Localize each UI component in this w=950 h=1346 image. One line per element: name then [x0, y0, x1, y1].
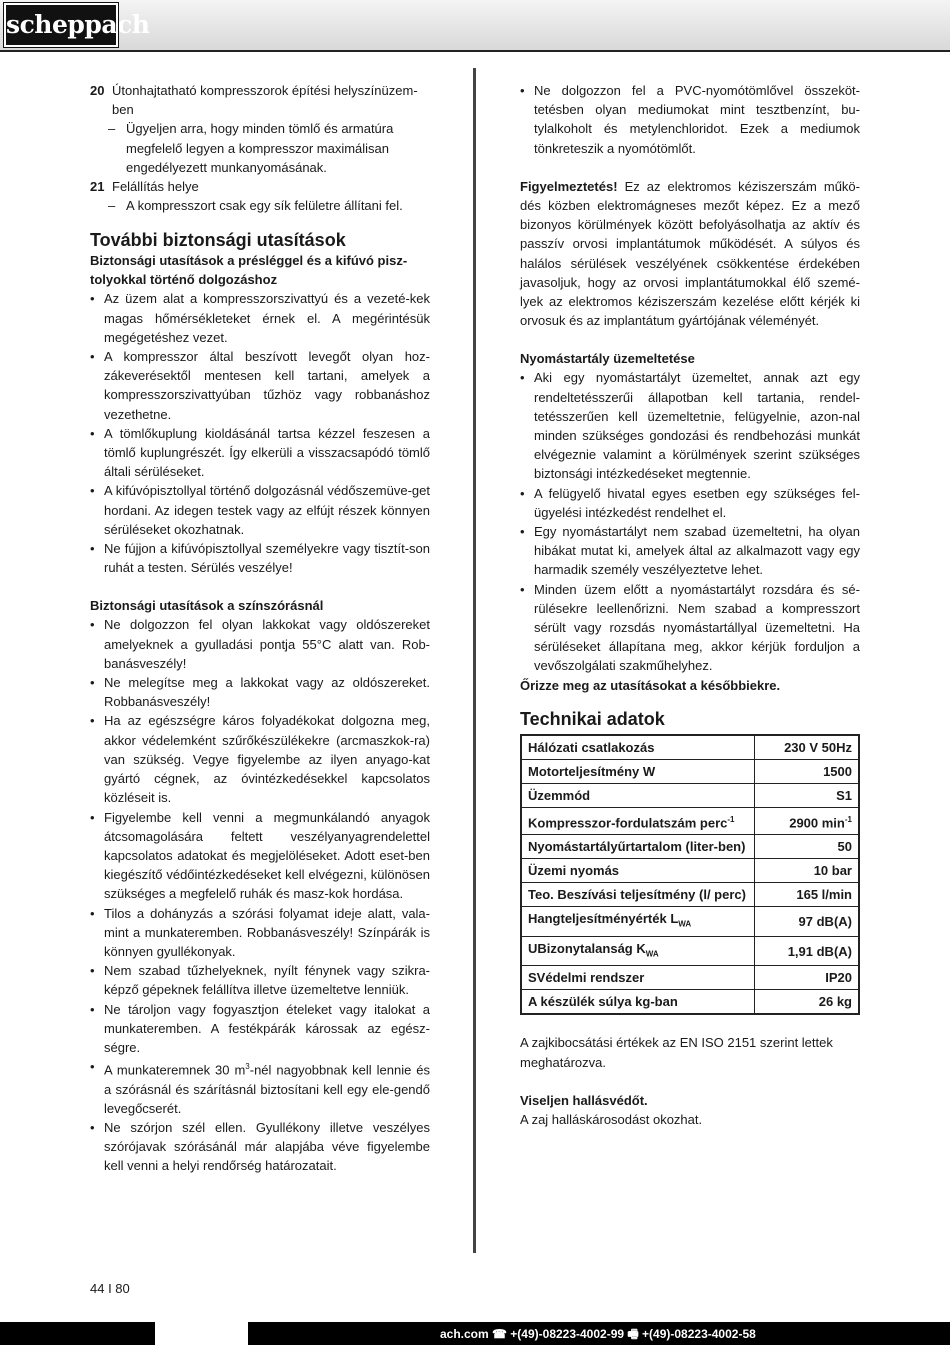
footer-white-block — [155, 1322, 248, 1345]
list-item: • Az üzem alat a kompresszorszivattyú és a vezeté-kek magas hőmérsékleteket érnek el. A megérintésük megégetéshez vezet. — [90, 289, 430, 347]
label-text: UBizonytalanság K — [528, 940, 646, 956]
hearing-text: A zaj halláskárosodást okozhat. — [520, 1112, 703, 1128]
list-item: • Minden üzem előtt a nyomástartályt rozsdára és sé-rülésekre leellenőrizni. Nem szabad a kompresszort sérült vagy rozsdás nyomástartállyal üzemeltetni. Ha sérüléseket állapítana meg, akkor kérjük forduljon a vevőszolgálati szakműhelyhez. — [520, 580, 860, 676]
bullet-list — [90, 289, 430, 577]
label-text: Kompresszor-fordulatszám perc — [528, 815, 728, 831]
table-cell-value: 50 — [755, 835, 860, 859]
value-text: 2900 min — [789, 815, 845, 831]
list-item: • Egy nyomástartályt nem szabad üzemeltetni, ha olyan hibákat mutat ki, amelyek által az alkalmazott vagy egy harmadik személy veszélyeztetve lehet. — [520, 522, 860, 580]
table-row — [521, 990, 859, 1015]
list-item — [90, 1057, 430, 1118]
table-row — [521, 735, 859, 760]
item-number: 21 — [90, 179, 105, 195]
dash-item: – Ügyeljen arra, hogy minden tömlő és armatúra megfelelő legyen a kompresszor maximálisan engedélyezett munkanyomásának. — [90, 119, 430, 177]
list-item: • Figyelembe kell venni a megmunkálandó anyagok átcsomagolására feltett veszélyanyagrendelettel kapcsolatos adatokat és megjelöléseket. Adott eset-ben kiegészítő védőintézkedéseket kell elvégezni, különösen szükséges a megfelelő ruhák és masz-kok hordása. — [90, 808, 430, 904]
list-item: • A felügyelő hivatal egyes esetben egy szükséges fel-ügyelési intézkedést rendelhet el. — [520, 484, 860, 522]
subsection-title: Biztonsági utasítások a színszórásnál — [90, 598, 324, 614]
table-cell-label — [521, 807, 755, 834]
hearing-title: Viseljen hallásvédőt. — [520, 1092, 648, 1108]
table-cell-value: S1 — [755, 783, 860, 807]
item-text: Útonhajtatható kompresszorok építési helyszínüzem-ben — [112, 83, 418, 118]
text-part: A munkateremnek 30 m — [104, 1062, 246, 1078]
bullet-list — [520, 81, 860, 158]
table-cell-label: Üzemi nyomás — [521, 859, 755, 883]
list-item: • A kifúvópisztollyal történő dolgozásnál védőszemüve-get hordani. Az idegen testek vagy az elfújt részek könnyen sérüléseket okozhatnak. — [90, 481, 430, 539]
section-title: Technikai adatok — [520, 708, 665, 729]
logo-text: scheppach — [6, 10, 150, 39]
table-cell-value: 26 kg — [755, 990, 860, 1015]
scheppach-logo — [4, 3, 150, 47]
list-item: • A tömlőkuplung kioldásánál tartsa kézzel feszesen a tömlő kuplungrészét. Így elkerüli a visszacsapódó tömlő általi sérüléseket. — [90, 424, 430, 482]
table-cell-label: Motorteljesítmény W — [521, 759, 755, 783]
list-item: • Ne dolgozzon fel olyan lakkokat vagy oldószereket amelyeknek a gyulladási pontja 55°C alatt van. Rob-banásveszély! — [90, 615, 430, 673]
warning-label: Figyelmeztetés! — [520, 178, 618, 194]
table-cell-label: Teo. Beszívási teljesítmény (l/ perc) — [521, 883, 755, 907]
subsection-title: Nyomástartály üzemeltetése — [520, 351, 695, 367]
table-cell-label: A készülék súlya kg-ban — [521, 990, 755, 1015]
table-cell-value — [755, 807, 860, 834]
table-cell-value: 1500 — [755, 759, 860, 783]
subsection-title: Biztonsági utasítások a présléggel és a kifúvó pisz-tolyokkal történő dolgozáshoz — [90, 253, 408, 288]
table-cell-value: 230 V 50Hz — [755, 735, 860, 760]
tech-data-table — [520, 734, 860, 1016]
list-item: • Ha az egészségre káros folyadékokat dolgozna meg, akkor védelemként szűrőkészülékekre (arcmaszkok-ra) van szükség. Vegye figyelembe az ilyen anyago-kat gyártó cégnek, az óvintézkedésekkel kapcsolatos közléseit is. — [90, 711, 430, 807]
list-item: • Nem szabad tűzhelyeknek, nyílt fénynek vagy szikra-képző gépeknek felállítva illetve üzemeltetve lenniük. — [90, 961, 430, 999]
table-cell-label: SVédelmi rendszer — [521, 966, 755, 990]
list-item: • Ne szórjon szél ellen. Gyullékony illetve veszélyes szórójavak szórásánál már alapjába véve figyelembe kell venni a helyi rendőrség határozatait. — [90, 1118, 430, 1176]
superscript: -1 — [844, 814, 852, 824]
list-item: • Ne tároljon vagy fogyasztjon ételeket vagy italokat a munkateremben. A festékpárák károssak az egész-ségre. — [90, 1000, 430, 1058]
table-cell-value: 10 bar — [755, 859, 860, 883]
table-row — [521, 883, 859, 907]
table-row — [521, 936, 859, 966]
dash-item: – A kompresszort csak egy sík felületre állítani fel. — [90, 196, 430, 215]
warning-paragraph — [520, 177, 860, 331]
list-item-20 — [90, 81, 430, 119]
list-item: • A kompresszor által beszívott levegőt olyan hoz-zákeverésektől mentesen kell tartani, amelyek a kompresszorszivattyúban tűzhöz vagy robbanáshoz vezethetne. — [90, 347, 430, 424]
table-row — [521, 966, 859, 990]
table-row — [521, 859, 859, 883]
subscript: WA — [678, 919, 692, 929]
table-row — [521, 783, 859, 807]
list-item: • Aki egy nyomástartályt üzemeltet, annak azt egy rendeltetésszerűi állapotban kell tartania, rendel-tetésszerűen kell üzemeltetnie, felügyelnie, azon-nal minden szükséges gondozási és rendbehozási munkát elvégeznie valamint a körülmények szerint szükséges biztonsági intézkedéseket megtennie. — [520, 368, 860, 483]
column-divider — [473, 68, 476, 1253]
table-cell-label: Üzemmód — [521, 783, 755, 807]
page-number: 44 I 80 — [90, 1281, 130, 1296]
list-item: • Ne dolgozzon fel a PVC-nyomótömlővel összeköt-tetésben olyan mediumokat mint tesztbenzínt, bu-tylalkoholt és metylenchloridot. Ezek a mediumok tönkreteszik a nyomótömlőt. — [520, 81, 860, 158]
bullet-list — [520, 368, 860, 675]
left-column — [90, 81, 430, 1176]
table-cell-value: 1,91 dB(A) — [755, 936, 860, 966]
table-cell-value: 97 dB(A) — [755, 907, 860, 937]
table-row — [521, 907, 859, 937]
footer-bar — [0, 1322, 950, 1345]
right-column — [520, 81, 860, 1129]
text-part: -nél nagyobbnak kell lennie és a szórásnál és szárításnál biztosítani kell egy ele-gendő levegőcserét. — [104, 1062, 430, 1116]
warning-text: Ez az elektromos kéziszerszám műkö-dés közben elektromágneses mezőt képez. Ez a mező bizonyos körülmények között befolyásolhatja az aktív és passzív orvosi implantátumok működését. A súlyos és halálos sérülések veszélyének csökkentése érdekében javasoljuk, hogy az orvosi implantátumokkal élő szemé-lyek az elektromos kéziszerszám kezelése előtt kérjék ki orvosuk és az implantátum gyártójának véleményét. — [520, 178, 860, 329]
list-item: • Ne melegítse meg a lakkokat vagy az oldószereket. Robbanásveszély! — [90, 673, 430, 711]
section-title: További biztonsági utasítások — [90, 230, 346, 251]
table-cell-value: 165 l/min — [755, 883, 860, 907]
noise-note: A zajkibocsátási értékek az EN ISO 2151 szerint lettek meghatározva. — [520, 1035, 833, 1070]
table-row — [521, 807, 859, 834]
superscript: 3 — [245, 1062, 250, 1072]
list-item: • Ne fújjon a kifúvópisztollyal személyekre vagy tisztít-son ruhát a testen. Sérülés veszélye! — [90, 539, 430, 577]
bullet-list — [90, 615, 430, 1175]
table-cell-value: IP20 — [755, 966, 860, 990]
list-item: • Tilos a dohányzás a szórási folyamat ideje alatt, vala-mint a munkateremben. Robbanásveszély! Színpárák is könnyen gyullékonyak. — [90, 904, 430, 962]
table-row — [521, 759, 859, 783]
table-cell-label: Hálózati csatlakozás — [521, 735, 755, 760]
label-text: Hangteljesítményérték L — [528, 911, 679, 927]
header-bar — [0, 0, 950, 52]
item-text: Felállítás helye — [112, 179, 199, 195]
table-cell-label — [521, 936, 755, 966]
footer-contact: ach.com ☎ +(49)-08223-4002-99 🖷 +(49)-08223-4002-58 — [440, 1327, 756, 1341]
table-cell-label — [521, 907, 755, 937]
subscript: WA — [645, 949, 659, 959]
keep-instructions: Őrizze meg az utasításokat a későbbiekre. — [520, 677, 781, 693]
table-row — [521, 835, 859, 859]
item-number: 20 — [90, 83, 105, 98]
superscript: -1 — [727, 814, 735, 824]
list-item-21 — [90, 177, 430, 196]
table-cell-label: Nyomástartályűrtartalom (liter-ben) — [521, 835, 755, 859]
